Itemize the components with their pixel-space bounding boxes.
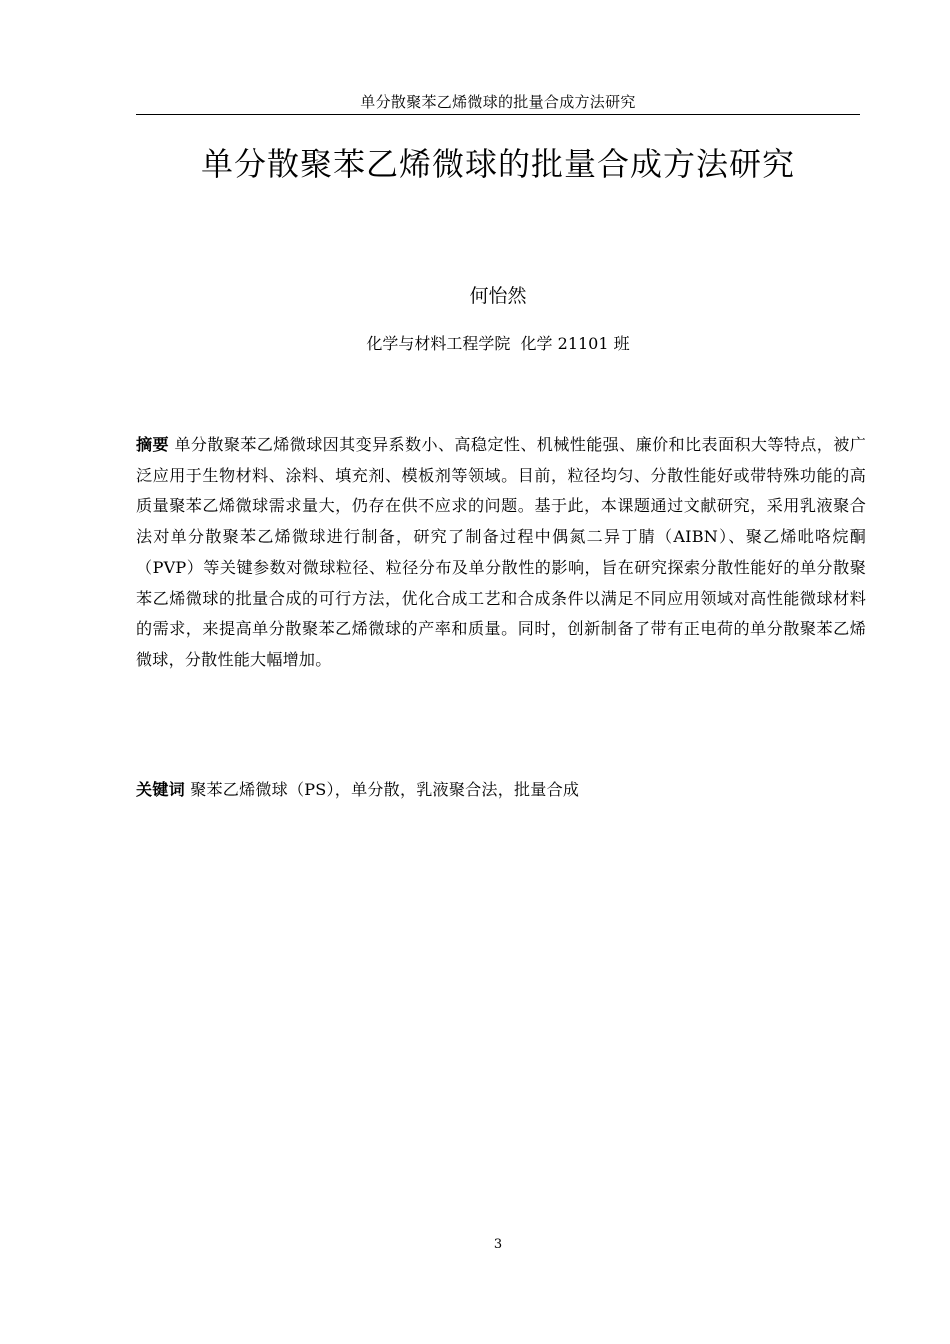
abstract-label: 摘要 [136,435,169,454]
paper-title: 单分散聚苯乙烯微球的批量合成方法研究 [200,145,795,183]
keywords-paragraph [136,776,866,804]
author-name: 何怡然 [469,285,527,307]
running-header: 单分散聚苯乙烯微球的批量合成方法研究 [360,93,636,111]
abstract-paragraph [136,430,866,676]
header-divider [136,114,860,115]
keywords-text: 聚苯乙烯微球（PS），单分散，乳液聚合法，批量合成 [190,780,580,799]
keywords-label: 关键词 [136,780,185,799]
page-number: 3 [493,1237,503,1252]
abstract-text: 单分散聚苯乙烯微球因其变异系数小、高稳定性、机械性能强、廉价和比表面积大等特点，被广泛应用于生物材料、涂料、填充剂、模板剂等领域。目前，粒径均匀、分散性能好或带特殊功能的高质量聚苯乙烯微球需求量大，仍存在供不应求的问题。基于此，本课题通过文献研究，采用乳液聚合法对单分散聚苯乙烯微球进行制备，研究了制备过程中偶氮二异丁腈（AIBN）、聚乙烯吡咯烷酮（PVP）等关键参数对微球粒径、粒径分布及单分散性的影响，旨在研究探索分散性能好的单分散聚苯乙烯微球的批量合成的可行方法，优化合成工艺和合成条件以满足不同应用领域对高性能微球材料的需求，来提高单分散聚苯乙烯微球的产率和质量。同时，创新制备了带有正电荷的单分散聚苯乙烯微球，分散性能大幅增加。 [136,435,866,669]
author-affiliation: 化学与材料工程学院 化学 21101 班 [366,334,630,353]
